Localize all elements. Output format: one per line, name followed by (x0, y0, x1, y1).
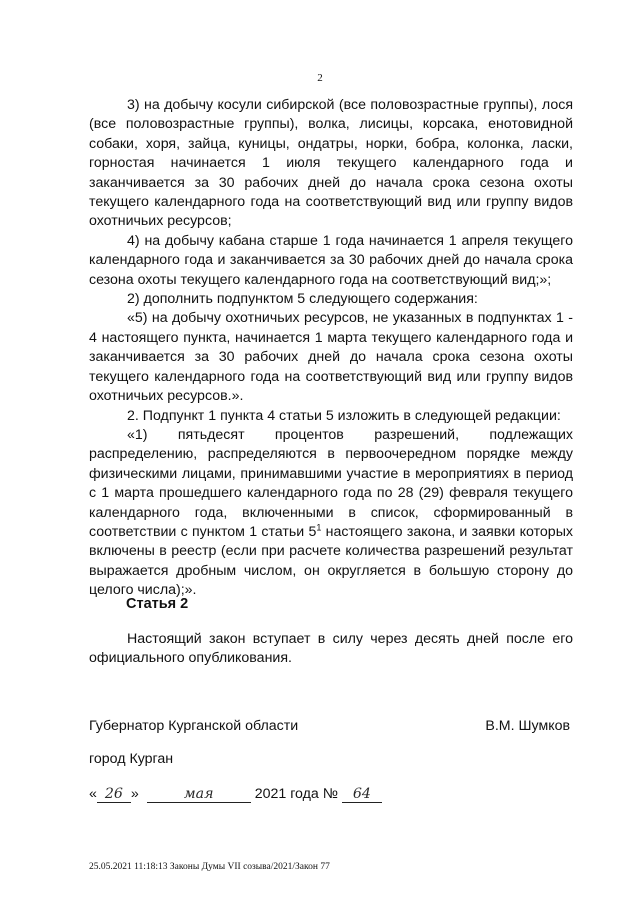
law-number-handwritten: 64 (342, 786, 382, 803)
main-text (89, 96, 573, 601)
paragraph-subitem-5: «5) на добычу охотничьих ресурсов, не указанных в подпунктах 1 - 4 настоящего пункта, начинается 1 марта текущего календарного года и заканчивается за 30 рабочих дней до начала срока сезона охоты текущего календарного года на соответствующий вид или группу видов охотничьих ресурсов.». (89, 310, 573, 405)
signatory-title: Губернатор Курганской области (89, 718, 299, 734)
date-line (89, 786, 382, 803)
date-year-text: 2021 года № (254, 786, 338, 802)
date-day-handwritten: 26 (97, 786, 131, 803)
paragraph-subitem-4: 4) на добычу кабана старше 1 года начинается 1 апреля текущего календарного года и заканчивается за 30 рабочих дней до начала срока сезона охоты текущего календарного года на соответствующий вид;»; (89, 232, 573, 288)
date-open-quote: « (89, 786, 97, 802)
paragraph-quote (89, 426, 573, 601)
quote-superscript: 1 (316, 522, 322, 533)
quote-text-part2: настоящего закона, и заявки которых включены в реестр (если при расчете количества разрешений результат выражается дробным числом, он округляется в большую сторону до целого числа);». (89, 523, 573, 599)
article-title: Статья 2 (126, 596, 189, 612)
quote-text-part1: «1) пятьдесят процентов разрешений, подлежащих распределению, распределяются в первоочередном порядке между физическими лицами, принимавшими участие в мероприятиях в период с 1 марта прошедшего календарного года по 28 (29) февраля текущего календарного года, включенными в список, сформированный в соответствии с пунктом 1 статьи 5 (89, 426, 573, 540)
date-close-quote: » (130, 786, 139, 802)
footer-stamp: 25.05.2021 11:18:13 Законы Думы VII созыва/2021/Закон 77 (89, 862, 330, 872)
city-label: город Курган (89, 751, 174, 767)
final-section (89, 630, 573, 669)
page-number: 2 (317, 72, 323, 84)
date-month-handwritten: мая (147, 786, 251, 803)
paragraph-amend-2: 2) дополнить подпунктом 5 следующего содержания: (127, 291, 478, 308)
final-paragraph: Настоящий закон вступает в силу через десять дней после его официального опубликования. (89, 631, 573, 667)
paragraph-subitem-3: 3) на добычу косули сибирской (все половозрастные группы), лося (все половозрастные группы), волка, лисицы, корсака, енотовидной собаки, хоря, зайца, куницы, ондатры, норки, бобра, колонка, ласки, горностая начинается 1 июля текущего календарного года и заканчивается за 30 рабочих дней до начала срока сезона охоты текущего календарного года на соответствующий вид или группу видов охотничьих ресурсов; (89, 97, 573, 230)
paragraph-point-2: 2. Подпункт 1 пункта 4 статьи 5 изложить в следующей редакции: (127, 407, 561, 424)
signatory-name: В.М. Шумков (485, 718, 570, 734)
